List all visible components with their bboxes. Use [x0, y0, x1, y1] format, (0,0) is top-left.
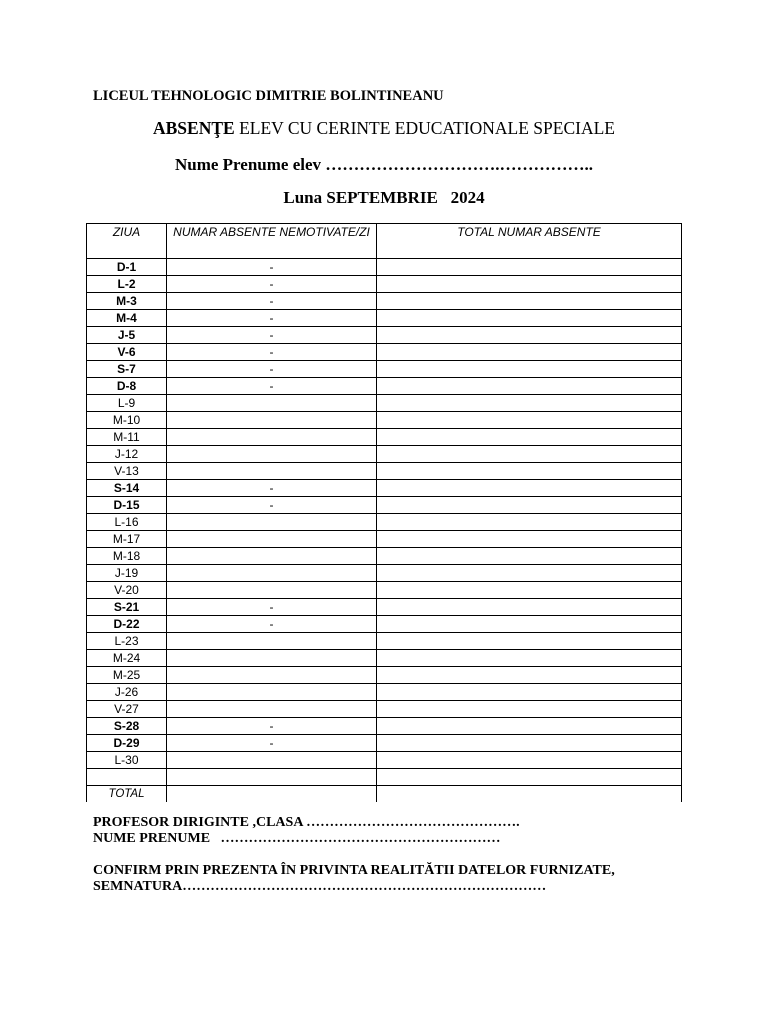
student-name-line: Nume Prenume elev ………………………….…………….. [174, 155, 594, 174]
absences-cell [167, 395, 377, 412]
confirmation-line: CONFIRM PRIN PREZENTA ÎN PRIVINTA REALITĂTII DATELOR FURNIZATE, [93, 863, 615, 878]
absences-cell: - [167, 310, 377, 327]
absences-cell: - [167, 616, 377, 633]
day-cell: S-21 [87, 599, 167, 616]
total-cell [377, 429, 682, 446]
table-row [87, 650, 682, 667]
table-row [87, 752, 682, 769]
total-cell [377, 310, 682, 327]
header-unexcused-absences: NUMAR ABSENTE NEMOTIVATE/ZI [167, 224, 377, 259]
total-cell [377, 701, 682, 718]
table-row [87, 497, 682, 514]
table-row [87, 463, 682, 480]
table-row [87, 327, 682, 344]
total-cell [377, 650, 682, 667]
table-row [87, 378, 682, 395]
absences-cell [167, 412, 377, 429]
header-total-absences: TOTAL NUMAR ABSENTE [377, 224, 682, 259]
absences-cell [167, 684, 377, 701]
absences-cell [167, 463, 377, 480]
table-row [87, 259, 682, 276]
total-cell [377, 446, 682, 463]
total-cell [377, 582, 682, 599]
day-cell: M-4 [87, 310, 167, 327]
document-title-bold: ABSENŢE [153, 118, 235, 138]
total-cell [377, 684, 682, 701]
total-cell [377, 667, 682, 684]
total-cell [377, 395, 682, 412]
absences-cell: - [167, 259, 377, 276]
day-cell: V-6 [87, 344, 167, 361]
total-cell [377, 497, 682, 514]
table-header-row [87, 224, 682, 259]
total-cell [377, 514, 682, 531]
table-row [87, 412, 682, 429]
absences-cell [167, 548, 377, 565]
table-row [87, 684, 682, 701]
absences-cell [167, 582, 377, 599]
total-cell [377, 531, 682, 548]
table-row [87, 701, 682, 718]
total-absences-cell [167, 786, 377, 803]
table-row [87, 769, 682, 786]
day-cell: D-15 [87, 497, 167, 514]
absences-cell: - [167, 599, 377, 616]
table-row [87, 548, 682, 565]
total-cell [377, 565, 682, 582]
document-title-rest: ELEV CU CERINTE EDUCATIONALE SPECIALE [234, 118, 615, 138]
day-cell: D-8 [87, 378, 167, 395]
day-cell: S-14 [87, 480, 167, 497]
day-cell: L-9 [87, 395, 167, 412]
absences-cell: - [167, 344, 377, 361]
table-row [87, 599, 682, 616]
day-cell: D-22 [87, 616, 167, 633]
total-cell [377, 633, 682, 650]
total-label-cell: TOTAL [87, 786, 167, 803]
table-row [87, 735, 682, 752]
absences-cell [167, 446, 377, 463]
day-cell: M-25 [87, 667, 167, 684]
absences-cell: - [167, 480, 377, 497]
day-cell: J-26 [87, 684, 167, 701]
total-cell [377, 599, 682, 616]
day-cell: V-20 [87, 582, 167, 599]
total-cell [377, 735, 682, 752]
teacher-line: PROFESOR DIRIGINTE ,CLASA ………………………………………. [93, 815, 520, 830]
absence-table [86, 223, 682, 802]
day-cell: M-17 [87, 531, 167, 548]
total-cell [377, 616, 682, 633]
total-cell [377, 718, 682, 735]
absences-cell: - [167, 293, 377, 310]
day-cell: L-23 [87, 633, 167, 650]
absences-cell: - [167, 735, 377, 752]
total-cell [377, 259, 682, 276]
table-row [87, 293, 682, 310]
footer-block [93, 815, 615, 895]
absences-cell: - [167, 276, 377, 293]
header-day: ZIUA [87, 224, 167, 259]
table-row [87, 446, 682, 463]
day-cell: M-3 [87, 293, 167, 310]
total-cell [377, 769, 682, 786]
total-cell [377, 412, 682, 429]
day-cell: J-19 [87, 565, 167, 582]
absences-cell [167, 429, 377, 446]
table-row [87, 480, 682, 497]
teacher-name-line: NUME PRENUME …………………………………………………… [93, 831, 501, 846]
table-row [87, 582, 682, 599]
day-cell: M-11 [87, 429, 167, 446]
absences-cell [167, 633, 377, 650]
absences-cell [167, 752, 377, 769]
table-row [87, 616, 682, 633]
table-row [87, 667, 682, 684]
absences-cell: - [167, 327, 377, 344]
total-cell [377, 361, 682, 378]
total-sum-cell [377, 786, 682, 803]
day-cell: M-18 [87, 548, 167, 565]
day-cell: M-10 [87, 412, 167, 429]
table-total-row [87, 786, 682, 803]
day-cell: V-27 [87, 701, 167, 718]
absences-cell: - [167, 361, 377, 378]
absences-cell [167, 514, 377, 531]
day-cell: J-5 [87, 327, 167, 344]
table-row [87, 565, 682, 582]
day-cell: S-7 [87, 361, 167, 378]
absences-cell: - [167, 378, 377, 395]
absences-cell: - [167, 718, 377, 735]
table-row [87, 276, 682, 293]
absences-cell [167, 667, 377, 684]
total-cell [377, 548, 682, 565]
total-cell [377, 463, 682, 480]
month-line: Luna SEPTEMBRIE 2024 [283, 188, 485, 207]
signature-line: SEMNATURA…………………………………………………………………… [93, 879, 547, 894]
total-cell [377, 344, 682, 361]
absences-cell [167, 531, 377, 548]
absences-cell: - [167, 497, 377, 514]
table-row [87, 531, 682, 548]
day-cell: V-13 [87, 463, 167, 480]
total-cell [377, 378, 682, 395]
total-cell [377, 752, 682, 769]
table-row [87, 633, 682, 650]
day-cell: D-1 [87, 259, 167, 276]
table-row [87, 395, 682, 412]
day-cell: J-12 [87, 446, 167, 463]
day-cell: L-2 [87, 276, 167, 293]
table-body [87, 259, 682, 803]
table-row [87, 361, 682, 378]
day-cell: D-29 [87, 735, 167, 752]
day-cell: L-16 [87, 514, 167, 531]
table-row [87, 718, 682, 735]
absences-cell [167, 565, 377, 582]
total-cell [377, 276, 682, 293]
table-row [87, 429, 682, 446]
day-cell [87, 769, 167, 786]
total-cell [377, 327, 682, 344]
day-cell: S-28 [87, 718, 167, 735]
absences-cell [167, 650, 377, 667]
absences-cell [167, 769, 377, 786]
document-title [0, 118, 768, 139]
day-cell: M-24 [87, 650, 167, 667]
day-cell: L-30 [87, 752, 167, 769]
total-cell [377, 293, 682, 310]
school-name: LICEUL TEHNOLOGIC DIMITRIE BOLINTINEANU [93, 88, 444, 104]
total-cell [377, 480, 682, 497]
table-row [87, 514, 682, 531]
table-row [87, 310, 682, 327]
absences-cell [167, 701, 377, 718]
table-row [87, 344, 682, 361]
